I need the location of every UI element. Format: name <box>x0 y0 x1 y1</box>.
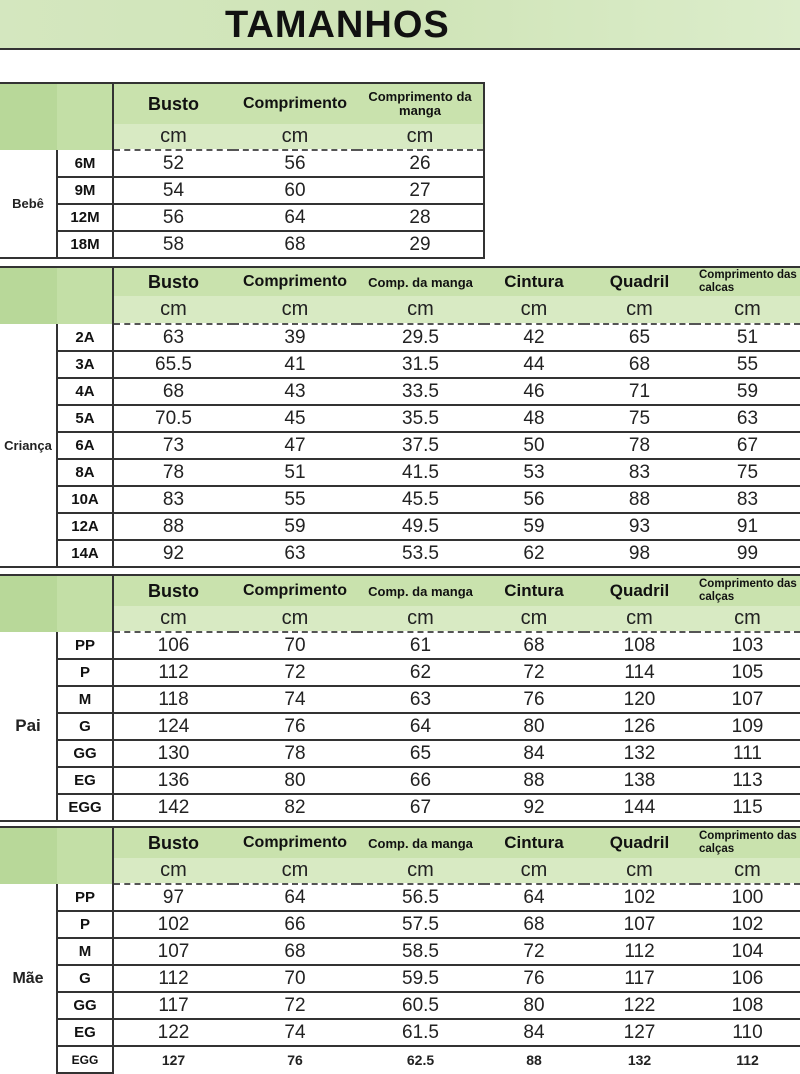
table-cell: 70 <box>233 632 357 659</box>
table-cell: 102 <box>695 911 800 938</box>
table-cell: 63 <box>113 324 233 351</box>
table-cell: 83 <box>695 486 800 513</box>
table-cell: 112 <box>736 1052 759 1068</box>
table-cell: 43 <box>233 378 357 405</box>
table-cell: 127 <box>161 1052 186 1068</box>
table-cell: 65.5 <box>113 351 233 378</box>
size-label: 12A <box>57 513 113 540</box>
corner-cell <box>57 268 113 324</box>
table-cell: 100 <box>695 884 800 911</box>
table-cell: 55 <box>695 351 800 378</box>
table-cell: 136 <box>113 767 233 794</box>
size-label: 9M <box>57 177 113 204</box>
corner-cell <box>0 268 57 324</box>
table-cell: 48 <box>484 405 584 432</box>
size-label: M <box>57 686 113 713</box>
group-label: Criança <box>0 324 57 567</box>
corner-cell <box>0 84 57 150</box>
table-cell: 63 <box>233 540 357 567</box>
table-cell: 142 <box>113 794 233 821</box>
unit-label: cm <box>695 606 800 632</box>
table-cell: 75 <box>695 459 800 486</box>
table-cell: 37.5 <box>357 432 484 459</box>
table-cell: 31.5 <box>357 351 484 378</box>
size-table-bebe <box>0 82 485 259</box>
table-cell: 28 <box>357 204 484 231</box>
table-cell: 44 <box>484 351 584 378</box>
table-cell: 56 <box>484 486 584 513</box>
size-label: PP <box>57 884 113 911</box>
unit-label: cm <box>233 606 357 632</box>
size-label: M <box>57 938 113 965</box>
size-label: G <box>57 965 113 992</box>
table-cell: 49.5 <box>357 513 484 540</box>
table-cell: 144 <box>584 794 695 821</box>
unit-label: cm <box>584 296 695 324</box>
table-cell: 132 <box>627 1052 652 1068</box>
table-cell: 110 <box>695 1019 800 1046</box>
table-cell: 63 <box>695 405 800 432</box>
column-header: Busto <box>113 268 233 296</box>
column-header: Comp. da manga <box>357 268 484 296</box>
unit-label: cm <box>113 296 233 324</box>
size-label: EGG <box>57 794 113 821</box>
table-cell: 59 <box>695 378 800 405</box>
table-cell: 97 <box>113 884 233 911</box>
table-cell: 59.5 <box>357 965 484 992</box>
page-title: TAMANHOS <box>225 4 450 46</box>
table-cell: 122 <box>584 992 695 1019</box>
size-label: 12M <box>57 204 113 231</box>
unit-label: cm <box>357 606 484 632</box>
size-label: EGG <box>57 1046 113 1073</box>
unit-label: cm <box>584 606 695 632</box>
table-cell: 64 <box>233 204 357 231</box>
size-label: P <box>57 911 113 938</box>
table-cell: 62.5 <box>406 1052 435 1068</box>
table-cell: 72 <box>484 659 584 686</box>
table-cell: 130 <box>113 740 233 767</box>
table-cell: 35.5 <box>357 405 484 432</box>
table-cell: 66 <box>357 767 484 794</box>
table-cell: 83 <box>584 459 695 486</box>
table-cell: 70.5 <box>113 405 233 432</box>
table-cell: 76 <box>233 713 357 740</box>
table-cell: 76 <box>484 686 584 713</box>
column-header: Comprimento das calcas <box>695 268 800 296</box>
unit-label: cm <box>584 858 695 884</box>
table-cell: 47 <box>233 432 357 459</box>
table-cell: 107 <box>695 686 800 713</box>
size-label: EG <box>57 1019 113 1046</box>
size-table-crianca <box>0 266 800 568</box>
table-cell: 75 <box>584 405 695 432</box>
size-table-pai <box>0 574 800 822</box>
column-header: Comprimento <box>233 84 357 124</box>
column-header: Comprimento <box>233 268 357 296</box>
size-label: 18M <box>57 231 113 258</box>
corner-cell <box>0 576 57 632</box>
table-cell: 112 <box>584 938 695 965</box>
column-header: Quadril <box>584 576 695 606</box>
table-cell: 60.5 <box>357 992 484 1019</box>
unit-label: cm <box>357 858 484 884</box>
table-cell: 65 <box>357 740 484 767</box>
table-cell: 54 <box>113 177 233 204</box>
unit-label: cm <box>484 296 584 324</box>
table-cell: 68 <box>113 378 233 405</box>
table-cell: 106 <box>113 632 233 659</box>
unit-label: cm <box>695 858 800 884</box>
table-cell: 59 <box>233 513 357 540</box>
table-cell: 88 <box>484 767 584 794</box>
column-header: Cintura <box>484 828 584 858</box>
table-cell: 84 <box>484 1019 584 1046</box>
table-cell: 118 <box>113 686 233 713</box>
unit-label: cm <box>113 606 233 632</box>
table-cell: 98 <box>584 540 695 567</box>
table-cell: 72 <box>233 992 357 1019</box>
table-cell: 107 <box>584 911 695 938</box>
unit-label: cm <box>695 296 800 324</box>
size-label: EG <box>57 767 113 794</box>
column-header: Cintura <box>484 268 584 296</box>
corner-cell <box>0 828 57 884</box>
column-header: Cintura <box>484 576 584 606</box>
table-cell: 108 <box>584 632 695 659</box>
group-label: Bebê <box>0 150 57 258</box>
table-cell: 103 <box>695 632 800 659</box>
table-cell: 26 <box>357 150 484 177</box>
corner-cell <box>57 576 113 632</box>
table-cell: 68 <box>233 231 357 258</box>
table-cell: 138 <box>584 767 695 794</box>
table-cell: 76 <box>287 1052 303 1068</box>
table-cell: 80 <box>484 713 584 740</box>
size-label: 14A <box>57 540 113 567</box>
table-cell: 72 <box>233 659 357 686</box>
table-cell: 124 <box>113 713 233 740</box>
table-cell: 62 <box>484 540 584 567</box>
table-cell: 58 <box>113 231 233 258</box>
table-cell: 57.5 <box>357 911 484 938</box>
size-label: 6A <box>57 432 113 459</box>
table-cell: 72 <box>484 938 584 965</box>
table-cell: 109 <box>695 713 800 740</box>
table-cell: 99 <box>695 540 800 567</box>
table-cell: 52 <box>113 150 233 177</box>
size-label: 10A <box>57 486 113 513</box>
table-cell: 55 <box>233 486 357 513</box>
table-cell: 62 <box>357 659 484 686</box>
table-cell: 102 <box>113 911 233 938</box>
column-header: Quadril <box>584 268 695 296</box>
corner-cell <box>57 828 113 884</box>
table-cell: 67 <box>695 432 800 459</box>
table-cell: 61.5 <box>357 1019 484 1046</box>
column-header: Quadril <box>584 828 695 858</box>
table-cell: 78 <box>113 459 233 486</box>
size-label: PP <box>57 632 113 659</box>
size-label: 3A <box>57 351 113 378</box>
table-cell: 92 <box>113 540 233 567</box>
table-cell: 78 <box>584 432 695 459</box>
column-header: Comprimento <box>233 828 357 858</box>
table-cell: 64 <box>233 884 357 911</box>
table-cell: 27 <box>357 177 484 204</box>
table-cell: 45.5 <box>357 486 484 513</box>
table-cell: 33.5 <box>357 378 484 405</box>
table-cell: 88 <box>113 513 233 540</box>
table-cell: 114 <box>584 659 695 686</box>
unit-label: cm <box>113 124 233 150</box>
table-cell: 61 <box>357 632 484 659</box>
table-cell: 107 <box>113 938 233 965</box>
table-cell: 91 <box>695 513 800 540</box>
table-cell: 80 <box>233 767 357 794</box>
table-cell: 122 <box>113 1019 233 1046</box>
column-header: Comprimento da manga <box>357 84 484 124</box>
table-cell: 88 <box>584 486 695 513</box>
table-cell: 83 <box>113 486 233 513</box>
table-cell: 104 <box>695 938 800 965</box>
size-label: G <box>57 713 113 740</box>
table-cell: 80 <box>484 992 584 1019</box>
table-cell: 70 <box>233 965 357 992</box>
table-cell: 126 <box>584 713 695 740</box>
table-cell: 45 <box>233 405 357 432</box>
table-cell: 132 <box>584 740 695 767</box>
size-label: 4A <box>57 378 113 405</box>
unit-label: cm <box>233 858 357 884</box>
column-header: Busto <box>113 828 233 858</box>
column-header: Comprimento das calças <box>695 828 800 858</box>
size-table-mae <box>0 826 800 1074</box>
size-label: 2A <box>57 324 113 351</box>
column-header: Busto <box>113 576 233 606</box>
size-label: 6M <box>57 150 113 177</box>
table-cell: 113 <box>695 767 800 794</box>
table-cell: 53.5 <box>357 540 484 567</box>
table-cell: 115 <box>695 794 800 821</box>
table-cell: 66 <box>233 911 357 938</box>
table-cell: 117 <box>584 965 695 992</box>
table-cell: 42 <box>484 324 584 351</box>
table-cell: 82 <box>233 794 357 821</box>
table-cell: 74 <box>233 686 357 713</box>
size-label: 8A <box>57 459 113 486</box>
table-cell: 71 <box>584 378 695 405</box>
table-cell: 56 <box>113 204 233 231</box>
table-cell: 76 <box>484 965 584 992</box>
table-cell: 65 <box>584 324 695 351</box>
unit-label: cm <box>357 124 484 150</box>
table-cell: 68 <box>484 632 584 659</box>
table-cell: 68 <box>584 351 695 378</box>
unit-label: cm <box>484 606 584 632</box>
table-cell: 29.5 <box>357 324 484 351</box>
table-cell: 56.5 <box>357 884 484 911</box>
unit-label: cm <box>233 296 357 324</box>
table-cell: 63 <box>357 686 484 713</box>
corner-cell <box>57 84 113 150</box>
table-cell: 58.5 <box>357 938 484 965</box>
column-header: Busto <box>113 84 233 124</box>
table-cell: 74 <box>233 1019 357 1046</box>
table-cell: 78 <box>233 740 357 767</box>
size-label: P <box>57 659 113 686</box>
table-cell: 56 <box>233 150 357 177</box>
column-header: Comprimento das calças <box>695 576 800 606</box>
size-label: GG <box>57 740 113 767</box>
table-cell: 102 <box>584 884 695 911</box>
table-cell: 53 <box>484 459 584 486</box>
table-cell: 105 <box>695 659 800 686</box>
table-cell: 64 <box>357 713 484 740</box>
table-cell: 93 <box>584 513 695 540</box>
table-cell: 67 <box>357 794 484 821</box>
table-cell: 92 <box>484 794 584 821</box>
table-cell: 108 <box>695 992 800 1019</box>
unit-label: cm <box>484 858 584 884</box>
size-label: 5A <box>57 405 113 432</box>
table-cell: 51 <box>695 324 800 351</box>
table-cell: 111 <box>695 740 800 767</box>
table-cell: 68 <box>233 938 357 965</box>
column-header: Comp. da manga <box>357 828 484 858</box>
group-label: Pai <box>0 632 57 821</box>
table-cell: 68 <box>484 911 584 938</box>
table-cell: 127 <box>584 1019 695 1046</box>
table-cell: 50 <box>484 432 584 459</box>
table-cell: 120 <box>584 686 695 713</box>
table-cell: 60 <box>233 177 357 204</box>
table-cell: 46 <box>484 378 584 405</box>
table-cell: 64 <box>484 884 584 911</box>
table-cell: 73 <box>113 432 233 459</box>
title-banner <box>0 0 800 50</box>
unit-label: cm <box>357 296 484 324</box>
table-cell: 84 <box>484 740 584 767</box>
unit-label: cm <box>113 858 233 884</box>
table-cell: 112 <box>113 965 233 992</box>
table-cell: 39 <box>233 324 357 351</box>
table-cell: 41 <box>233 351 357 378</box>
table-cell: 29 <box>357 231 484 258</box>
table-cell: 117 <box>113 992 233 1019</box>
column-header: Comprimento <box>233 576 357 606</box>
column-header: Comp. da manga <box>357 576 484 606</box>
table-cell: 51 <box>233 459 357 486</box>
table-cell: 106 <box>695 965 800 992</box>
table-cell: 88 <box>526 1052 542 1068</box>
table-cell: 41.5 <box>357 459 484 486</box>
table-cell: 112 <box>113 659 233 686</box>
table-cell: 59 <box>484 513 584 540</box>
size-label: GG <box>57 992 113 1019</box>
unit-label: cm <box>233 124 357 150</box>
group-label: Mãe <box>0 884 57 1073</box>
